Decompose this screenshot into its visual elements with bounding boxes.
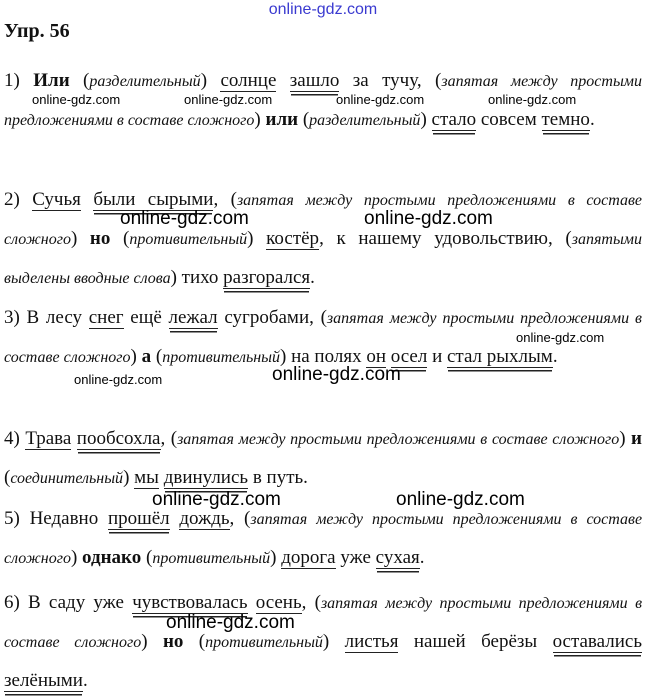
predicate: стал рыхлым <box>446 346 553 367</box>
subject: он <box>366 346 386 367</box>
site-watermark-top[interactable]: online-gdz.com <box>268 1 378 18</box>
exercise-title: Упр. 56 <box>4 20 70 42</box>
subject: мы <box>134 467 159 488</box>
grammar-note: противительный <box>205 634 323 651</box>
predicate: стало <box>431 109 477 130</box>
paragraph-number: 3) <box>4 307 27 328</box>
predicate: зашло <box>289 70 340 91</box>
predicate: осел <box>390 346 428 367</box>
subject: дождь <box>179 508 230 529</box>
conjunction: Или <box>33 70 70 91</box>
paragraph-1: 1) Или (разделительный) солнце зашло за тучу, (запятая между простыми предложениями в составе сложного) или (разделительный) стало совсем темно. <box>4 70 643 130</box>
subject: листья <box>344 631 399 652</box>
grammar-note: разделительный <box>89 73 201 90</box>
watermark: online-gdz.com <box>396 489 525 510</box>
grammar-note: противительный <box>162 349 280 366</box>
watermark: online-gdz.com <box>184 92 273 107</box>
grammar-note: запятыми выделены вводные слова <box>4 231 642 287</box>
predicate: прошёл <box>107 508 170 529</box>
predicate: пообсохла <box>76 428 161 449</box>
watermark: online-gdz.com <box>120 208 249 229</box>
paragraph-3: 3) В лесу снег ещё лежал сугробами, (запятая между простыми предложениями в составе сложного) а (противительный) на полях он осел и стал рыхлым. <box>4 307 642 367</box>
paragraph-number: 1) <box>4 70 34 91</box>
watermark: online-gdz.com <box>166 612 295 633</box>
predicate: оставались зелёными <box>4 631 643 691</box>
grammar-note: запятая между простыми предложениями в составе сложного <box>4 595 643 651</box>
grammar-note: запятая между простыми предложениями в составе сложного <box>177 431 620 448</box>
watermark: online-gdz.com <box>336 92 425 107</box>
paragraph-number: 6) <box>4 592 29 613</box>
conjunction: однако <box>82 547 142 568</box>
subject: солнце <box>220 70 277 91</box>
predicate: лежал <box>168 307 218 328</box>
predicate: были сырыми <box>93 189 214 210</box>
paragraph-5: 5) Недавно прошёл дождь, (запятая между простыми предложениями в составе сложного) однако (противительный) дорога уже сухая. <box>4 508 643 568</box>
watermark: online-gdz.com <box>364 208 493 229</box>
grammar-note: запятая между простыми предложениями в составе сложного <box>4 310 642 366</box>
paragraph-number: 2) <box>4 189 33 210</box>
conjunction: или <box>265 109 299 130</box>
paragraph-4: 4) Трава пообсохла, (запятая между простыми предложениями в составе сложного) и (соединительный) мы двинулись в путь. <box>4 428 642 488</box>
predicate: разгорался <box>223 267 311 288</box>
conjunction: и <box>631 428 642 449</box>
subject: Сучья <box>32 189 81 210</box>
watermark: online-gdz.com <box>488 92 577 107</box>
predicate: двинулись <box>163 467 249 488</box>
watermark: online-gdz.com <box>152 489 281 510</box>
conjunction: а <box>141 346 152 367</box>
subject: Трава <box>25 428 72 449</box>
conjunction: но <box>162 631 184 652</box>
grammar-note: запятая между простыми предложениями в составе сложного <box>4 73 643 129</box>
grammar-note: соединительный <box>10 470 124 487</box>
grammar-note: разделительный <box>309 112 421 129</box>
predicate: темно <box>541 109 590 130</box>
predicate: чувствовалась <box>132 592 248 613</box>
watermark: online-gdz.com <box>32 92 121 107</box>
subject: осень <box>255 592 302 613</box>
paragraph-number: 4) <box>4 428 26 449</box>
grammar-note: противительный <box>129 231 248 248</box>
paragraph-number: 5) <box>4 508 30 529</box>
predicate: сухая <box>375 547 420 568</box>
conjunction: но <box>89 228 111 249</box>
subject: дорога <box>281 547 336 568</box>
grammar-note: запятая между простыми предложениями в составе сложного <box>4 511 643 567</box>
paragraph-6: 6) В саду уже чувствовалась осень, (запятая между простыми предложениями в составе сложного) но (противительный) листья нашей берёзы оставались зелёными. <box>4 592 643 691</box>
subject: костёр <box>266 228 320 249</box>
watermark: online-gdz.com <box>74 372 163 387</box>
watermark: online-gdz.com <box>272 364 401 385</box>
watermark: online-gdz.com <box>516 330 605 345</box>
subject: снег <box>88 307 124 328</box>
paragraph-2: 2) Сучья были сырыми, (запятая между простыми предложениями в составе сложного) но (противительный) костёр, к нашему удовольствию, (запятыми выделены вводные слова) тихо разгорался. <box>4 189 643 288</box>
grammar-note: противительный <box>152 550 271 567</box>
grammar-note: запятая между простыми предложениями в составе сложного <box>4 192 643 248</box>
